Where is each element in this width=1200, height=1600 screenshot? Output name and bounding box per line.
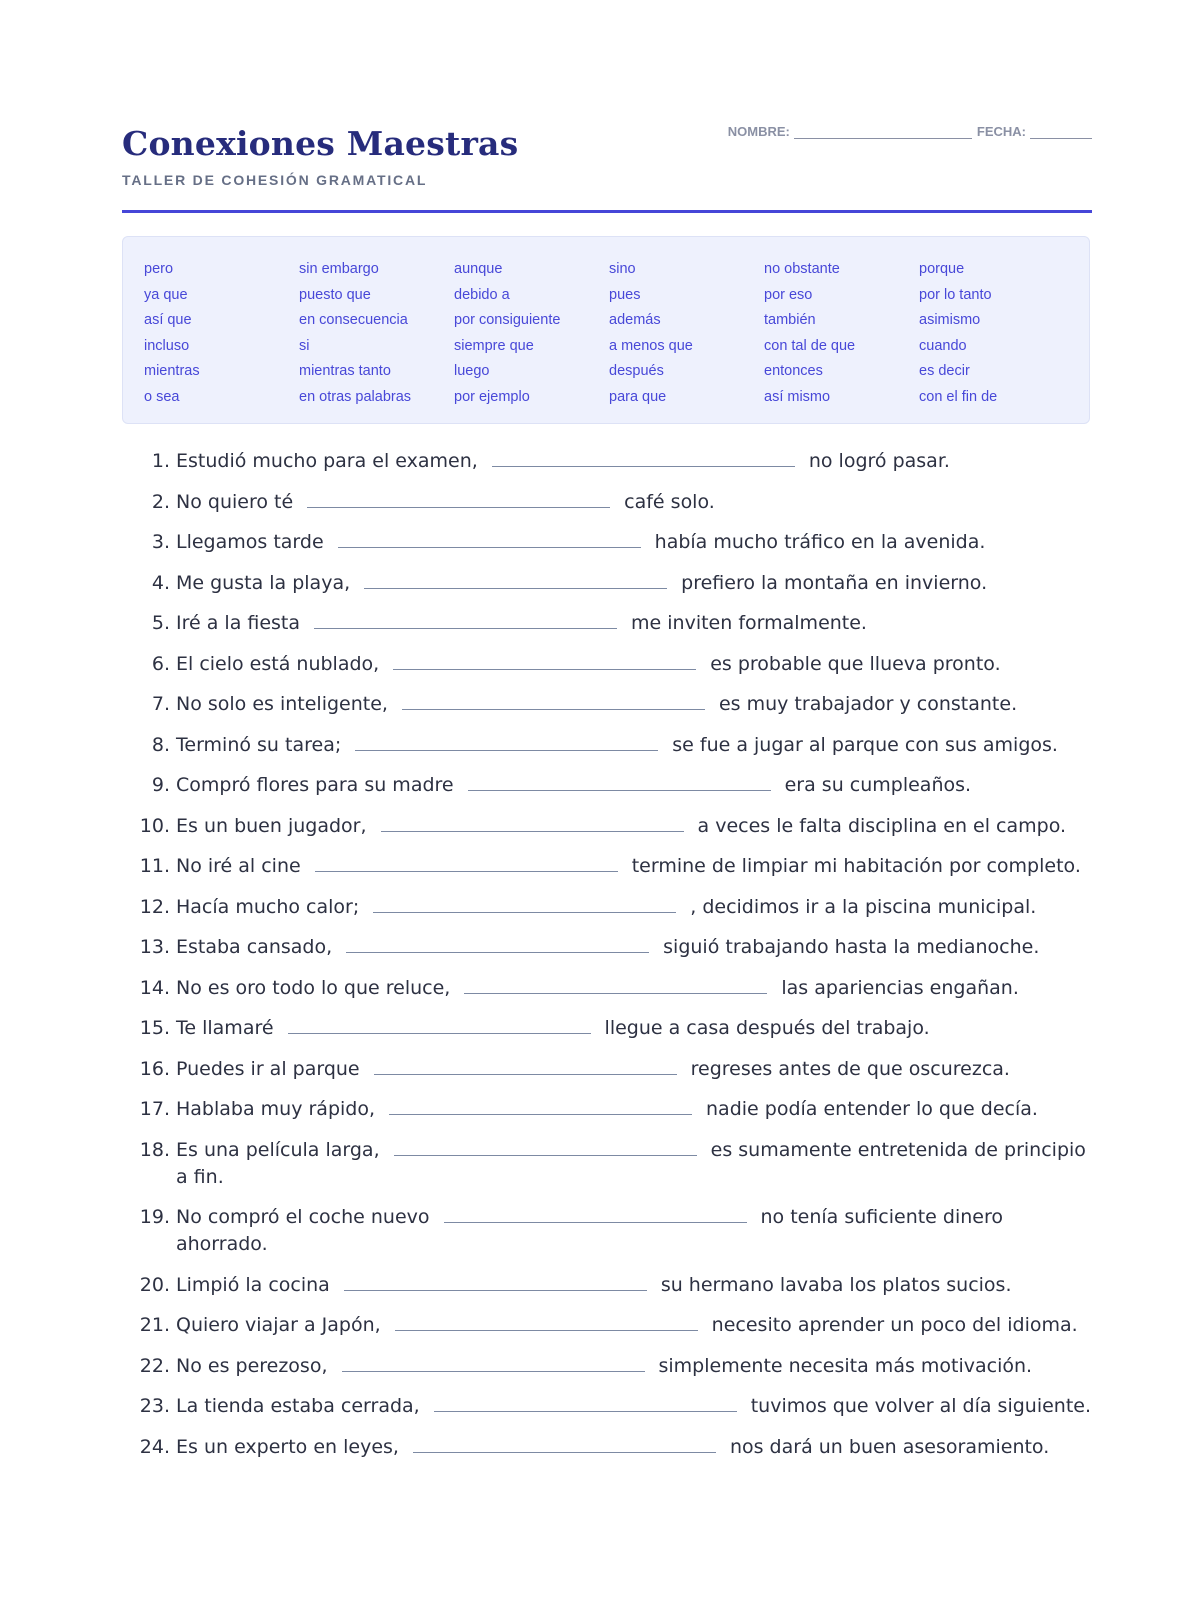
exercise-number: 15. [139, 1017, 170, 1039]
word-bank-item: por eso [764, 286, 813, 303]
answer-blank[interactable] [338, 531, 641, 548]
word-bank-item: ya que [144, 286, 188, 303]
exercise-number: 6. [151, 652, 170, 675]
exercise-item [122, 772, 1092, 799]
exercise-item [122, 1272, 1092, 1299]
exercise-text-before: Hablaba muy rápido, [176, 1098, 376, 1120]
word-bank-item: incluso [144, 337, 190, 354]
exercise-number: 21. [139, 1314, 170, 1336]
word-bank-item: es decir [919, 363, 970, 380]
word-bank-item: pero [144, 261, 174, 277]
exercise-item [122, 1204, 1092, 1258]
word-bank-item: mientras tanto [299, 363, 391, 380]
word-bank-item: en consecuencia [299, 312, 408, 329]
answer-blank[interactable] [373, 896, 676, 913]
word-bank-item: por consiguiente [454, 312, 561, 329]
word-bank-item: debido a [454, 286, 510, 303]
exercise-item [122, 610, 1092, 637]
exercise-text-after: regreses antes de que oscurezca. [690, 1057, 1010, 1080]
exercise-number: 16. [139, 1057, 170, 1080]
exercise-text-after: , decidimos ir a la piscina municipal. [690, 895, 1037, 918]
exercise-text-after: su hermano lavaba los platos sucios. [660, 1273, 1012, 1296]
answer-blank[interactable] [314, 612, 617, 629]
exercise-text-before: El cielo está nublado, [176, 652, 380, 675]
word-bank-item: asimismo [919, 312, 981, 329]
exercise-number: 5. [151, 612, 170, 634]
exercise-text-after: no tenía suficiente dinero ahorrado. [176, 1206, 1003, 1255]
exercise-number: 12. [139, 895, 170, 918]
exercise-text-after: termine de limpiar mi habitación por completo. [631, 855, 1081, 877]
name-field[interactable] [794, 124, 972, 139]
answer-blank[interactable] [402, 693, 705, 710]
exercise-item [122, 529, 1092, 556]
exercise-number: 20. [139, 1273, 170, 1296]
exercise-text-before: Quiero viajar a Japón, [176, 1314, 381, 1336]
word-bank-item: no obstante [764, 261, 840, 277]
word-bank-item: con el fin de [919, 388, 998, 405]
exercise-item [122, 651, 1092, 678]
exercise-text-after: era su cumpleaños. [784, 774, 972, 796]
exercise-number: 18. [139, 1138, 170, 1161]
exercise-number: 17. [139, 1098, 170, 1120]
exercise-text-after: necesito aprender un poco del idioma. [711, 1314, 1078, 1336]
page-subtitle: TALLER DE COHESIÓN GRAMATICAL [122, 172, 428, 188]
exercise-item [122, 1096, 1092, 1123]
exercise-text-after: las apariencias engañan. [781, 976, 1019, 999]
exercise-text-after: se fue a jugar al parque con sus amigos. [672, 733, 1058, 756]
word-bank-item: mientras [144, 363, 200, 380]
word-bank-item: en otras palabras [299, 388, 412, 405]
exercise-text-before: No compró el coche nuevo [176, 1206, 430, 1228]
exercise-item [122, 1137, 1092, 1191]
exercise-text-before: Estudió mucho para el examen, [176, 450, 478, 472]
word-bank-item: también [764, 312, 816, 329]
exercise-text-before: Me gusta la playa, [176, 571, 351, 594]
exercise-number: 22. [139, 1354, 170, 1377]
word-bank-item: siempre que [454, 337, 534, 354]
answer-blank[interactable] [342, 1355, 645, 1372]
exercise-item [122, 894, 1092, 921]
exercise-number: 24. [139, 1435, 170, 1458]
exercise-text-after: no logró pasar. [808, 450, 950, 472]
exercise-number: 13. [139, 936, 170, 958]
answer-blank[interactable] [413, 1436, 716, 1453]
exercise-text-before: Estaba cansado, [176, 936, 333, 958]
exercise-item [122, 570, 1092, 597]
exercise-number: 3. [151, 531, 170, 553]
answer-blank[interactable] [364, 572, 667, 589]
word-bank-item: así que [144, 312, 192, 329]
answer-blank[interactable] [395, 1314, 698, 1331]
answer-blank[interactable] [344, 1274, 647, 1291]
name-date-fields [728, 124, 1092, 139]
exercise-text-before: Te llamaré [176, 1017, 274, 1039]
exercise-number: 11. [139, 855, 170, 877]
exercise-item [122, 1434, 1092, 1461]
exercise-item [122, 1015, 1092, 1042]
answer-blank[interactable] [444, 1206, 747, 1223]
exercise-text-before: Puedes ir al parque [176, 1057, 360, 1080]
exercise-text-before: No es perezoso, [176, 1354, 328, 1377]
page-title: Conexiones Maestras [122, 124, 519, 163]
answer-blank[interactable] [389, 1098, 692, 1115]
exercise-text-before: Limpió la cocina [176, 1273, 330, 1296]
word-bank-item: pues [609, 286, 641, 303]
exercise-text-after: café solo. [624, 490, 715, 513]
exercise-item [122, 1393, 1092, 1420]
exercise-text-after: es probable que llueva pronto. [710, 652, 1001, 675]
exercise-text-after: es muy trabajador y constante. [718, 693, 1018, 715]
worksheet-header [122, 0, 1092, 213]
answer-blank[interactable] [355, 734, 658, 751]
answer-blank[interactable] [393, 653, 696, 670]
exercise-item [122, 934, 1092, 961]
word-bank-item: luego [454, 363, 490, 380]
word-bank-item: sino [609, 261, 636, 277]
word-bank-item: para que [609, 388, 667, 405]
exercise-text-before: Llegamos tarde [176, 531, 324, 553]
exercise-item [122, 1312, 1092, 1339]
exercise-text-before: Es una película larga, [176, 1138, 380, 1161]
answer-blank[interactable] [434, 1395, 737, 1412]
answer-blank[interactable] [288, 1017, 591, 1034]
answer-blank[interactable] [492, 450, 795, 467]
exercise-item [122, 691, 1092, 718]
exercise-text-after: siguió trabajando hasta la medianoche. [663, 936, 1040, 958]
word-bank-item: si [299, 337, 310, 354]
answer-blank[interactable] [346, 936, 649, 953]
exercise-text-after: me inviten formalmente. [631, 612, 867, 634]
answer-blank[interactable] [374, 1058, 677, 1075]
exercise-number: 8. [151, 733, 170, 756]
answer-blank[interactable] [464, 977, 767, 994]
word-bank-item: aunque [454, 261, 503, 277]
exercise-number: 7. [151, 693, 170, 715]
exercise-text-after: a veces le falta disciplina en el campo. [697, 814, 1067, 837]
exercise-number: 9. [151, 774, 170, 796]
word-bank-item: después [609, 363, 664, 380]
word-bank [122, 236, 1090, 424]
exercise-list [122, 448, 1092, 1474]
word-bank-item: con tal de que [764, 337, 856, 354]
exercise-item [122, 853, 1092, 880]
answer-blank[interactable] [307, 491, 610, 508]
exercise-text-before: No quiero té [176, 490, 294, 513]
exercise-text-before: La tienda estaba cerrada, [176, 1395, 420, 1417]
exercise-number: 1. [151, 450, 170, 472]
word-bank-item: además [609, 312, 661, 329]
exercise-text-before: Hacía mucho calor; [176, 895, 360, 918]
date-label: FECHA: [976, 124, 1026, 139]
exercise-text-after: simplemente necesita más motivación. [658, 1354, 1033, 1377]
word-bank-item: porque [919, 261, 965, 277]
exercise-text-after: prefiero la montaña en invierno. [681, 571, 988, 594]
exercise-number: 14. [139, 976, 170, 999]
word-bank-item: sin embargo [299, 261, 379, 277]
exercise-text-before: Es un buen jugador, [176, 814, 367, 837]
exercise-number: 19. [139, 1206, 170, 1228]
word-bank-item: por ejemplo [454, 388, 530, 405]
exercise-text-after: tuvimos que volver al día siguiente. [750, 1395, 1092, 1417]
exercise-text-after: nadie podía entender lo que decía. [706, 1098, 1038, 1120]
name-label: NOMBRE: [727, 124, 790, 139]
exercise-text-before: No es oro todo lo que reluce, [176, 976, 451, 999]
word-bank-item: puesto que [299, 286, 371, 303]
exercise-text-after: había mucho tráfico en la avenida. [654, 531, 986, 553]
answer-blank[interactable] [315, 855, 618, 872]
date-field[interactable] [1030, 124, 1092, 139]
exercise-number: 4. [151, 571, 170, 594]
exercise-text-before: Es un experto en leyes, [176, 1435, 399, 1458]
word-bank-item: cuando [919, 337, 967, 354]
exercise-text-before: No solo es inteligente, [176, 693, 388, 715]
exercise-item [122, 813, 1092, 840]
exercise-text-after: nos dará un buen asesoramiento. [729, 1435, 1050, 1458]
exercise-text-after: es sumamente entretenida de principio a fin. [176, 1138, 1086, 1188]
exercise-item [122, 732, 1092, 759]
answer-blank[interactable] [381, 815, 684, 832]
word-bank-item: o sea [144, 388, 180, 405]
exercise-text-before: No iré al cine [176, 855, 301, 877]
word-bank-item: por lo tanto [919, 286, 992, 303]
exercise-item [122, 975, 1092, 1002]
answer-blank[interactable] [394, 1139, 697, 1156]
exercise-item [122, 448, 1092, 475]
word-bank-item: entonces [764, 363, 823, 380]
worksheet-page [122, 0, 1092, 1458]
answer-blank[interactable] [468, 774, 771, 791]
exercise-item [122, 489, 1092, 516]
word-bank-item: así mismo [764, 388, 831, 405]
word-bank-item: a menos que [609, 337, 693, 354]
exercise-text-after: llegue a casa después del trabajo. [604, 1017, 930, 1039]
exercise-number: 2. [151, 490, 170, 513]
exercise-text-before: Compró flores para su madre [176, 774, 454, 796]
exercise-text-before: Terminó su tarea; [176, 733, 342, 756]
exercise-number: 23. [139, 1395, 170, 1417]
exercise-number: 10. [139, 814, 170, 837]
exercise-text-before: Iré a la fiesta [176, 612, 301, 634]
exercise-item [122, 1353, 1092, 1380]
exercise-item [122, 1056, 1092, 1083]
